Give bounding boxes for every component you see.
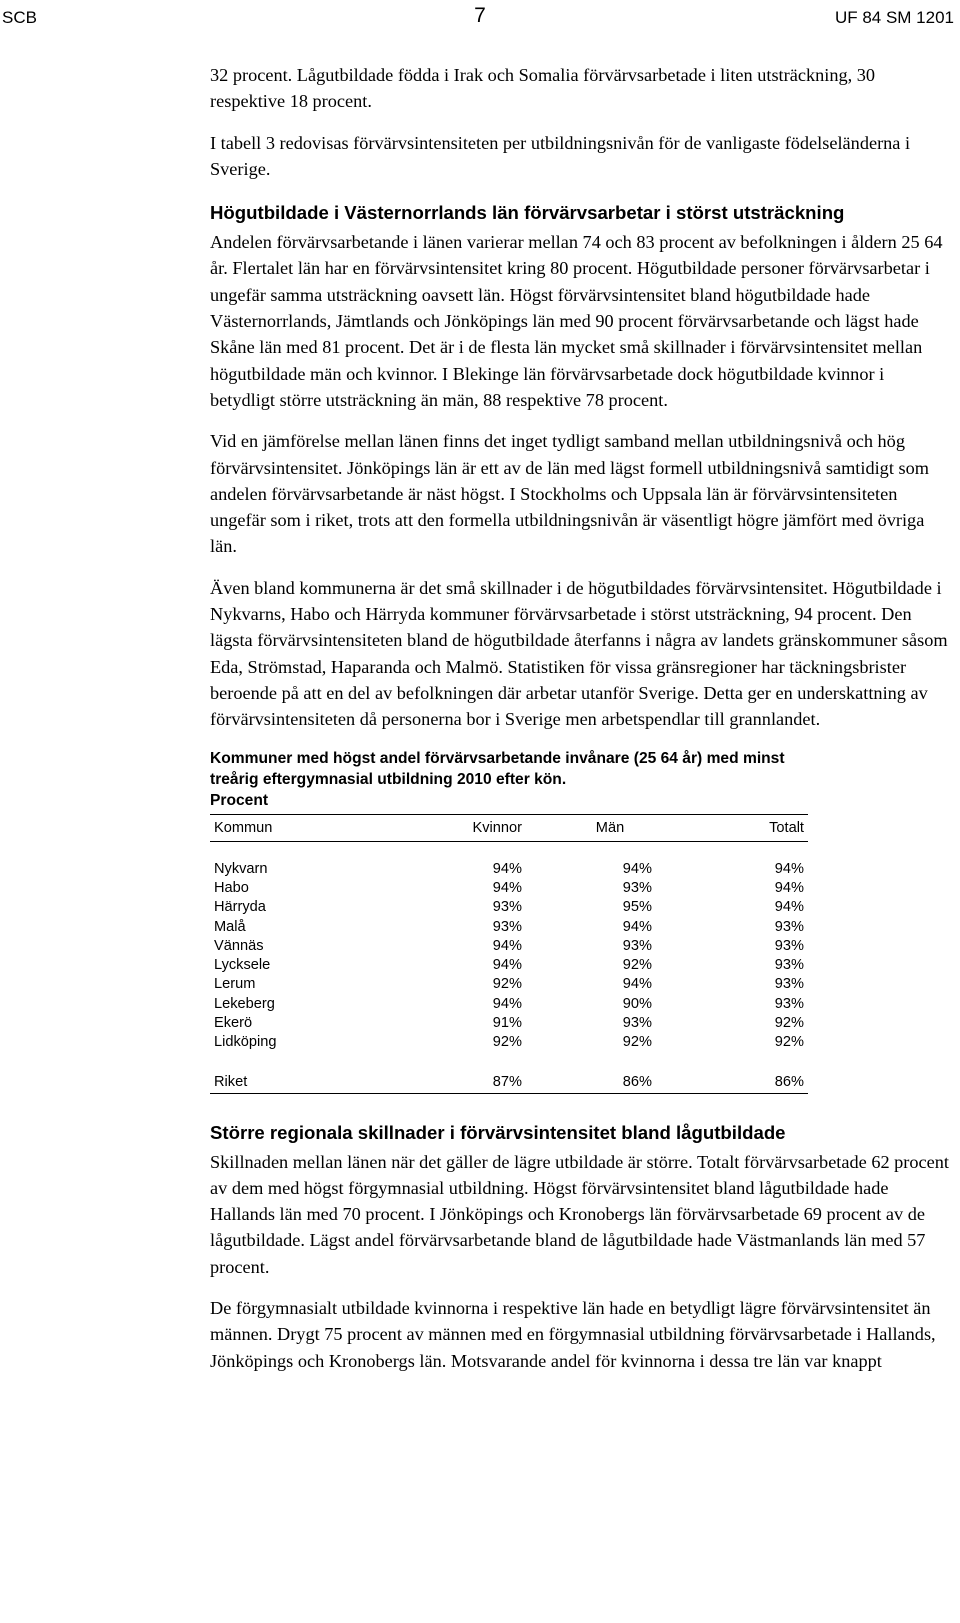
column-header-kommun: Kommun <box>210 814 438 841</box>
cell-kommun: Lerum <box>214 976 256 993</box>
cell-kvinnor: 94% <box>492 879 522 896</box>
cell-kvinnor: 94% <box>492 860 522 877</box>
table-row <box>210 975 808 994</box>
cell-kvinnor: 92% <box>492 976 522 993</box>
cell-man: 90% <box>622 995 652 1012</box>
table-row <box>210 1033 808 1052</box>
column-header-totalt: Totalt <box>694 814 808 841</box>
cell-kommun: Lekeberg <box>214 995 275 1012</box>
cell-man: 94% <box>622 860 652 877</box>
table-caption-title: Kommuner med högst andel förvärvsarbetande invånare (25 64 år) med minst treårig eftergymnasial utbildning 2010 efter kön. <box>210 749 785 788</box>
cell-man: 93% <box>622 879 652 896</box>
cell-man: 92% <box>622 957 652 974</box>
cell-kvinnor: 93% <box>492 899 522 916</box>
cell-man: 93% <box>622 1015 652 1032</box>
cell-kommun: Riket <box>210 1072 438 1094</box>
cell-man: 94% <box>622 976 652 993</box>
cell-kommun: Malå <box>214 918 246 935</box>
intro-paragraph-1: 32 procent. Lågutbildade födda i Irak och Somalia förvärvsarbetade i liten utsträckning, 30 respektive 18 procent. <box>210 65 876 112</box>
cell-totalt: 94% <box>774 879 804 896</box>
section1-paragraph-1: Andelen förvärvsarbetande i länen varierar mellan 74 och 83 procent av befolkningen i åldern 25 64 år. Flertalet län har en förvärvsintensitet kring 80 procent. Högutbildade personer förvärvsarbetar i ungefär samma utsträckning oavsett län. Högst förvärvsintensitet bland högutbildade hade Västernorrlands, Jämtlands och Jönköpings län med 90 procent förvärvsarbetande och lägst hade Skåne län med 81 procent. Det är i de flesta län mycket små skillnader i förvärvsintensitet mellan högutbildade män och kvinnor. I Blekinge län förvärvsarbetade dock högutbildade kvinnor i betydligt större utsträckning än män, 88 respektive 78 procent. <box>210 232 943 410</box>
cell-man: 92% <box>622 1034 652 1051</box>
cell-kommun: Härryda <box>214 899 266 916</box>
cell-kommun: Ekerö <box>214 1015 253 1032</box>
table-row <box>210 879 808 898</box>
cell-kvinnor: 94% <box>492 995 522 1012</box>
page-header <box>0 4 960 34</box>
cell-man: 94% <box>622 918 652 935</box>
section1-heading: Högutbildade i Västernorrlands län förvärvsarbetar i störst utsträckning <box>210 202 845 224</box>
section2-paragraph-2: De förgymnasialt utbildade kvinnorna i respektive län hade en betydligt lägre förvärvsintensitet än männen. Drygt 75 procent av männen med en förgymnasial utbildning förvärvsarbetade i Hallands, Jönköpings och Kronobergs län. Motsvarande andel för kvinnorna i dessa tre län var knappt <box>210 1297 936 1371</box>
table-row <box>210 937 808 956</box>
cell-totalt: 92% <box>774 1015 804 1032</box>
cell-totalt: 93% <box>774 976 804 993</box>
table-row <box>210 956 808 975</box>
section1-paragraph-3: Även bland kommunerna är det små skillnader i de högutbildades förvärvsintensitet. Högutbildade i Nykvarns, Habo och Härryda kommuner förvärvsarbetade i störst utsträckning, 94 procent. Den lägsta förvärvsintensiteten bland de högutbildade återfanns i några av landets gränskommuner såsom Eda, Strömstad, Haparanda och Malmö. Statistiken för vissa gränsregioner har täckningsbrister beroende på att en del av befolkningen där arbetar utanför Sverige. Detta ger en underskattning av förvärvsintensiteten då personerna bor i Sverige men arbetspendlar till grannlandet. <box>210 577 948 730</box>
cell-totalt: 86% <box>694 1072 808 1094</box>
section1-paragraph-2: Vid en jämförelse mellan länen finns det inget tydligt samband mellan utbildningsnivå och hög förvärvsintensitet. Jönköpings län är ett av de län med lägst formell utbildningsnivå samtidigt som andelen förvärvsarbetande är näst högst. I Stockholms och Uppsala län är förvärvsintensiteten ungefär som i riket, trots att den formella utbildningsnivån är väsentligt högre jämfört med övriga län. <box>210 431 929 557</box>
cell-totalt: 93% <box>774 957 804 974</box>
table-header-row <box>210 814 808 841</box>
page-number: 7 <box>474 4 486 27</box>
cell-totalt: 94% <box>774 899 804 916</box>
column-header-kvinnor: Kvinnor <box>438 814 526 841</box>
section2-heading: Större regionala skillnader i förvärvsintensitet bland lågutbildade <box>210 1121 786 1143</box>
cell-man: 95% <box>622 899 652 916</box>
cell-kvinnor: 94% <box>492 937 522 954</box>
cell-totalt: 94% <box>774 860 804 877</box>
cell-kommun: Nykvarn <box>214 860 268 877</box>
table-row <box>210 995 808 1014</box>
cell-man: 86% <box>526 1072 694 1094</box>
table-caption-unit: Procent <box>210 791 269 809</box>
cell-totalt: 92% <box>774 1034 804 1051</box>
cell-totalt: 93% <box>774 918 804 935</box>
cell-kommun: Lycksele <box>214 957 271 974</box>
table-total-row <box>210 1072 808 1094</box>
intro-paragraph-2: I tabell 3 redovisas förvärvsintensiteten per utbildningsnivån för de vanligaste födelseländerna i Sverige. <box>210 132 911 179</box>
municipality-table <box>210 814 808 1094</box>
cell-kvinnor: 94% <box>492 957 522 974</box>
cell-kommun: Vännäs <box>214 937 264 954</box>
cell-kvinnor: 91% <box>492 1015 522 1032</box>
header-publisher: SCB <box>2 8 37 27</box>
cell-totalt: 93% <box>774 995 804 1012</box>
cell-man: 93% <box>622 937 652 954</box>
cell-kvinnor: 87% <box>438 1072 526 1094</box>
cell-kvinnor: 93% <box>492 918 522 935</box>
column-header-man: Män <box>526 814 694 841</box>
cell-kommun: Lidköping <box>214 1034 277 1051</box>
document-body <box>210 62 950 1389</box>
table-row <box>210 860 808 879</box>
cell-totalt: 93% <box>774 937 804 954</box>
header-report-id: UF 84 SM 1201 <box>834 8 954 27</box>
table-row <box>210 917 808 936</box>
cell-kvinnor: 92% <box>492 1034 522 1051</box>
table-caption <box>210 748 830 811</box>
section2-paragraph-1: Skillnaden mellan länen när det gäller de lägre utbildade är större. Totalt förvärvsarbetade 62 procent av dem med högst förgymnasial utbildning. Högst förvärvsintensitet bland lågutbildade hade Hallands län med 70 procent. I Jönköpings och Kronobergs län förvärvsarbetade 69 procent av de lågutbildade. Lägst andel förvärvsarbetande bland de lågutbildade hade Västmanlands län med 57 procent. <box>210 1151 949 1277</box>
table-row <box>210 1014 808 1033</box>
table-row <box>210 898 808 917</box>
cell-kommun: Habo <box>214 879 249 896</box>
